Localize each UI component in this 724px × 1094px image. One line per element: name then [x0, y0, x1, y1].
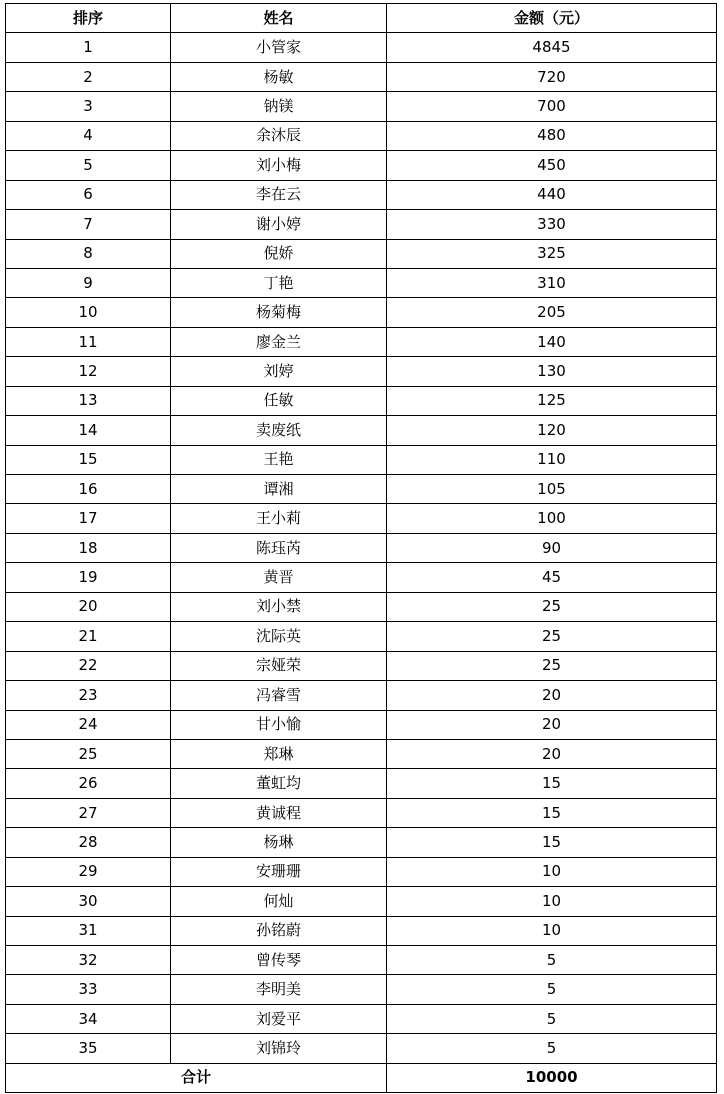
cell-amount: 450 — [387, 151, 717, 180]
cell-name: 刘爱平 — [171, 1004, 387, 1033]
table-row — [6, 1034, 717, 1063]
table-row — [6, 180, 717, 209]
cell-rank: 28 — [6, 828, 171, 857]
cell-amount: 110 — [387, 445, 717, 474]
cell-rank: 10 — [6, 298, 171, 327]
table-row — [6, 151, 717, 180]
table-row — [6, 210, 717, 239]
cell-name: 卖废纸 — [171, 416, 387, 445]
cell-name: 刘小梅 — [171, 151, 387, 180]
cell-amount: 25 — [387, 651, 717, 680]
cell-rank: 18 — [6, 533, 171, 562]
table-row — [6, 327, 717, 356]
table-row — [6, 475, 717, 504]
cell-rank: 5 — [6, 151, 171, 180]
cell-amount: 10 — [387, 887, 717, 916]
cell-amount: 15 — [387, 769, 717, 798]
table-row — [6, 357, 717, 386]
donation-table — [5, 3, 717, 1093]
cell-name: 董虹均 — [171, 769, 387, 798]
cell-amount: 310 — [387, 268, 717, 297]
table-row — [6, 445, 717, 474]
cell-rank: 34 — [6, 1004, 171, 1033]
cell-amount: 25 — [387, 592, 717, 621]
cell-name: 安珊珊 — [171, 857, 387, 886]
cell-amount: 5 — [387, 1004, 717, 1033]
cell-amount: 15 — [387, 828, 717, 857]
cell-amount: 10 — [387, 857, 717, 886]
table-row — [6, 268, 717, 297]
cell-name: 刘婷 — [171, 357, 387, 386]
cell-rank: 2 — [6, 62, 171, 91]
table-row — [6, 92, 717, 121]
cell-amount: 325 — [387, 239, 717, 268]
table-row — [6, 298, 717, 327]
cell-rank: 12 — [6, 357, 171, 386]
total-label: 合计 — [6, 1063, 387, 1092]
table-row — [6, 769, 717, 798]
cell-name: 何灿 — [171, 887, 387, 916]
cell-rank: 15 — [6, 445, 171, 474]
cell-rank: 22 — [6, 651, 171, 680]
cell-rank: 35 — [6, 1034, 171, 1063]
cell-amount: 20 — [387, 681, 717, 710]
cell-rank: 17 — [6, 504, 171, 533]
cell-name: 杨菊梅 — [171, 298, 387, 327]
cell-amount: 330 — [387, 210, 717, 239]
cell-amount: 20 — [387, 739, 717, 768]
cell-name: 李在云 — [171, 180, 387, 209]
cell-name: 杨敏 — [171, 62, 387, 91]
cell-name: 黄诚程 — [171, 798, 387, 827]
cell-name: 郑琳 — [171, 739, 387, 768]
cell-rank: 8 — [6, 239, 171, 268]
cell-name: 王小莉 — [171, 504, 387, 533]
cell-name: 丁艳 — [171, 268, 387, 297]
cell-rank: 1 — [6, 33, 171, 62]
cell-name: 陈珏芮 — [171, 533, 387, 562]
cell-rank: 9 — [6, 268, 171, 297]
cell-amount: 120 — [387, 416, 717, 445]
table-row — [6, 239, 717, 268]
table-row — [6, 386, 717, 415]
total-row — [6, 1063, 717, 1092]
cell-name: 刘锦玲 — [171, 1034, 387, 1063]
table-row — [6, 504, 717, 533]
table-row — [6, 563, 717, 592]
cell-rank: 33 — [6, 975, 171, 1004]
cell-rank: 25 — [6, 739, 171, 768]
table-row — [6, 121, 717, 150]
cell-name: 沈际英 — [171, 622, 387, 651]
cell-amount: 5 — [387, 946, 717, 975]
cell-name: 王艳 — [171, 445, 387, 474]
cell-amount: 140 — [387, 327, 717, 356]
cell-name: 余沐辰 — [171, 121, 387, 150]
header-amount: 金额（元） — [387, 4, 717, 33]
cell-rank: 7 — [6, 210, 171, 239]
header-row — [6, 4, 717, 33]
cell-amount: 130 — [387, 357, 717, 386]
cell-amount: 20 — [387, 710, 717, 739]
cell-amount: 720 — [387, 62, 717, 91]
cell-name: 倪娇 — [171, 239, 387, 268]
cell-rank: 16 — [6, 475, 171, 504]
table-row — [6, 416, 717, 445]
cell-name: 黄晋 — [171, 563, 387, 592]
cell-rank: 29 — [6, 857, 171, 886]
cell-rank: 19 — [6, 563, 171, 592]
cell-name: 甘小愉 — [171, 710, 387, 739]
table-row — [6, 739, 717, 768]
cell-name: 小管家 — [171, 33, 387, 62]
table-row — [6, 533, 717, 562]
table-row — [6, 946, 717, 975]
cell-amount: 25 — [387, 622, 717, 651]
cell-rank: 21 — [6, 622, 171, 651]
table-row — [6, 975, 717, 1004]
table-row — [6, 916, 717, 945]
cell-amount: 5 — [387, 1034, 717, 1063]
cell-rank: 24 — [6, 710, 171, 739]
table-body — [6, 33, 717, 1063]
header-rank: 排序 — [6, 4, 171, 33]
cell-name: 冯睿雪 — [171, 681, 387, 710]
cell-rank: 11 — [6, 327, 171, 356]
table-row — [6, 592, 717, 621]
cell-amount: 480 — [387, 121, 717, 150]
cell-amount: 45 — [387, 563, 717, 592]
cell-name: 任敏 — [171, 386, 387, 415]
cell-amount: 15 — [387, 798, 717, 827]
cell-amount: 10 — [387, 916, 717, 945]
header-name: 姓名 — [171, 4, 387, 33]
cell-name: 曾传琴 — [171, 946, 387, 975]
cell-rank: 14 — [6, 416, 171, 445]
cell-name: 钠镁 — [171, 92, 387, 121]
cell-rank: 20 — [6, 592, 171, 621]
table-row — [6, 622, 717, 651]
total-amount: 10000 — [387, 1063, 717, 1092]
cell-rank: 31 — [6, 916, 171, 945]
table-row — [6, 651, 717, 680]
cell-name: 廖金兰 — [171, 327, 387, 356]
cell-name: 宗娅荣 — [171, 651, 387, 680]
table-row — [6, 887, 717, 916]
table-row — [6, 710, 717, 739]
cell-amount: 125 — [387, 386, 717, 415]
cell-amount: 5 — [387, 975, 717, 1004]
cell-name: 李明美 — [171, 975, 387, 1004]
cell-rank: 6 — [6, 180, 171, 209]
cell-rank: 26 — [6, 769, 171, 798]
cell-name: 刘小禁 — [171, 592, 387, 621]
cell-amount: 700 — [387, 92, 717, 121]
table-row — [6, 62, 717, 91]
cell-amount: 105 — [387, 475, 717, 504]
cell-name: 孙铭蔚 — [171, 916, 387, 945]
cell-name: 谭湘 — [171, 475, 387, 504]
cell-amount: 4845 — [387, 33, 717, 62]
cell-rank: 4 — [6, 121, 171, 150]
cell-amount: 90 — [387, 533, 717, 562]
table-row — [6, 681, 717, 710]
cell-name: 杨琳 — [171, 828, 387, 857]
table-row — [6, 798, 717, 827]
cell-rank: 32 — [6, 946, 171, 975]
table-row — [6, 33, 717, 62]
table-row — [6, 1004, 717, 1033]
table-row — [6, 857, 717, 886]
cell-amount: 100 — [387, 504, 717, 533]
table-row — [6, 828, 717, 857]
cell-amount: 440 — [387, 180, 717, 209]
cell-rank: 13 — [6, 386, 171, 415]
cell-rank: 23 — [6, 681, 171, 710]
cell-amount: 205 — [387, 298, 717, 327]
cell-rank: 30 — [6, 887, 171, 916]
cell-name: 谢小婷 — [171, 210, 387, 239]
cell-rank: 3 — [6, 92, 171, 121]
cell-rank: 27 — [6, 798, 171, 827]
